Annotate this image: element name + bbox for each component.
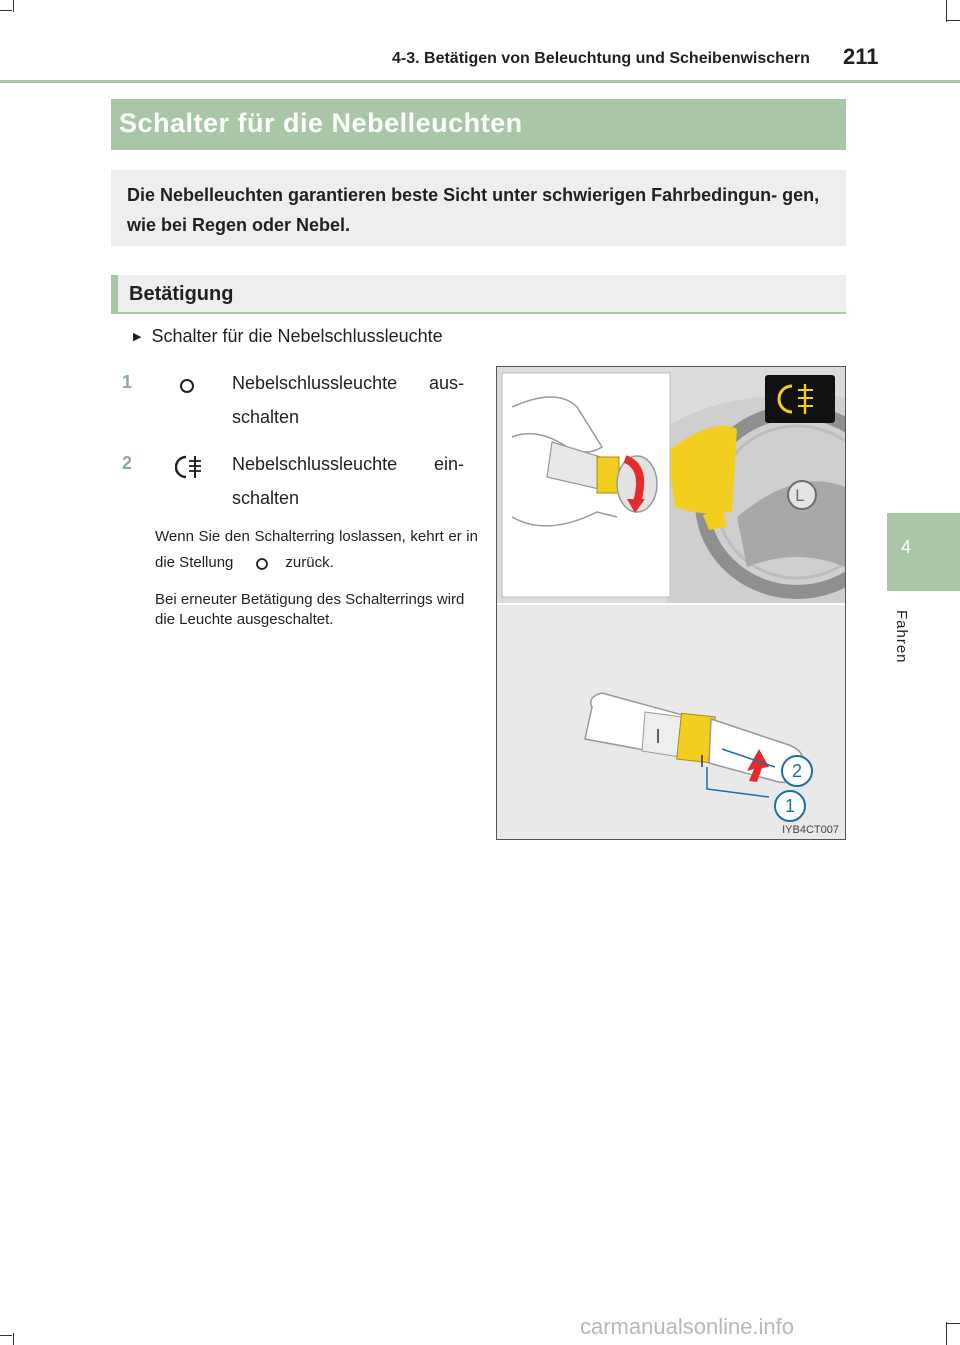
chapter-tab — [887, 513, 960, 591]
crop-mark — [946, 0, 947, 22]
callout-2 — [781, 755, 813, 787]
off-position-icon — [255, 555, 269, 571]
item-text: Nebelschlussleuchte ein- schalten — [232, 454, 464, 508]
crop-mark — [13, 0, 14, 12]
intro-text: Die Nebelleuchten garantieren beste Sicht unter schwierigen Fahrbedingun- gen, wie bei Regen oder Nebel. — [127, 185, 820, 235]
bullet-line — [133, 326, 443, 347]
note-text: Wenn Sie den Schalterring loslassen, kehrt er in die Stellung — [155, 528, 478, 571]
triangle-bullet-icon: ▶ — [133, 331, 142, 343]
subsection-title: Betätigung — [129, 283, 234, 305]
crop-mark — [946, 1322, 947, 1345]
note-release — [155, 524, 478, 576]
watermark: carmanualsonline.info — [580, 1314, 795, 1339]
crop-mark — [947, 20, 960, 21]
page-number: 211 — [843, 44, 879, 69]
chapter-title: 4-3. Betätigen von Beleuchtung und Scheibenwischern — [392, 50, 810, 67]
item-number: 2 — [122, 453, 133, 473]
callout-number: 2 — [791, 761, 802, 781]
off-position-icon — [178, 375, 196, 395]
subsection-accent — [111, 275, 118, 312]
item-number: 1 — [122, 372, 133, 392]
note-text: zurück. — [285, 554, 334, 571]
subsection-bar — [111, 275, 846, 314]
note-repeat: Bei erneuter Betätigung des Schalterrings wird die Leuchte ausgeschaltet. — [155, 591, 465, 628]
bullet-text: Schalter für die Nebelschlussleuchte — [151, 326, 443, 346]
crop-mark — [947, 1323, 960, 1324]
figure-code: IYB4CT007 — [782, 824, 839, 836]
svg-text:L: L — [795, 486, 804, 505]
intro-box — [111, 170, 846, 246]
chapter-tab-label: Fahren — [893, 610, 910, 664]
rear-fog-light-icon — [175, 452, 205, 482]
item-text: Nebelschlussleuchte aus- schalten — [232, 373, 464, 427]
callout-number: 1 — [784, 796, 795, 816]
crop-mark — [13, 1333, 14, 1345]
illustration — [496, 366, 846, 840]
crop-mark — [0, 10, 12, 11]
section-title-bar — [111, 99, 846, 150]
callout-1 — [774, 790, 806, 822]
crop-mark — [0, 1335, 12, 1336]
section-title: Schalter für die Nebelleuchten — [119, 108, 523, 138]
chapter-tab-number: 4 — [900, 537, 911, 557]
header-rule — [0, 80, 960, 83]
